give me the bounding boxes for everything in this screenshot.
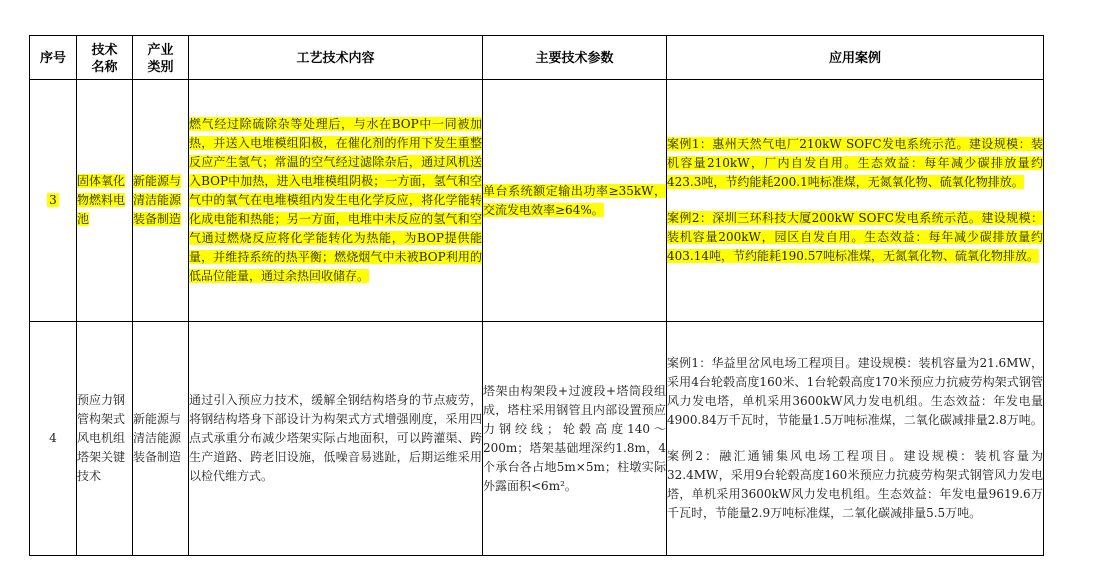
process-content: 通过引入预应力技术，缓解全钢结构塔身的节点疲劳，将钢结构塔身下部设计为构架式方式增强刚度，采用四点式承重分布减少塔架实际占地面积，可以跨灌渠、跨生产道路、跨老旧设施，低噪音易逃趾，后期运维采用以检代维方式。 bbox=[189, 393, 482, 483]
row-number-cell bbox=[30, 322, 77, 556]
header-main-params: 主要技术参数 bbox=[483, 36, 667, 80]
table-row bbox=[30, 80, 1044, 322]
cases-cell bbox=[667, 80, 1044, 322]
category-cell bbox=[133, 322, 189, 556]
case-text: 案例1：惠州天然气电厂210kW SOFC发电系统示范。建设规模：装机容量210kW，厂内自发自用。生态效益：每年减少碳排放量约423.3吨，节约能耗200.1吨标准煤，无氮氧化物、硫氧化物排放。 bbox=[667, 137, 1043, 189]
process-content: 燃气经过除硫除杂等处理后，与水在BOP中一同被加热，并送入电堆模组阳极，在催化剂的作用下发生重整反应产生氢气；常温的空气经过滤除杂后，通过风机送入BOP中加热，进入电堆模组阴极；一方面，氢气和空气中的氧气在电堆模组内发生电化学反应，将化学能转化成电能和热能；另一方面，电堆中未反应的氢气和空气通过燃烧反应将化学能转化为热能，为BOP提供能量，并维持系统的热平衡；燃烧烟气中未被BOP利用的低品位能量，通过余热回收储存。 bbox=[189, 117, 482, 283]
case-text: 案例2：深圳三环科技大厦200kW SOFC发电系统示范。建设规模：装机容量200kW，园区自发自用。生态效益：每年减少碳排放量约403.14吨，节约能耗190.57吨标准煤，无氮氧化物、硫氧化物排放。 bbox=[667, 211, 1043, 263]
process-content-cell bbox=[189, 322, 483, 556]
tech-name: 固体氧化物燃料电池 bbox=[77, 174, 126, 226]
case-text: 案例1：华益里岔风电场工程项目。建设规模：装机容量为21.6MW，采用4台轮毂高度160米、1台轮毂高度170米预应力抗疲劳构架式钢管风力发电塔，单机采用3600kW风力发电机组。生态效益：年发电量4900.84万千瓦时，节能量1.5万吨标准煤，二氧化碳减排量2.8万吨。 bbox=[667, 356, 1043, 427]
cases-cell bbox=[667, 322, 1044, 556]
document-page bbox=[29, 35, 1044, 556]
header-industry-category: 产业 类别 bbox=[133, 36, 189, 80]
case-text: 案例2：融汇通铺集风电场工程项目。建设规模：装机容量为32.4MW，采用9台轮毂高度160米预应力抗疲劳构架式钢管风力发电塔，单机采用3600kW风力发电机组。生态效益：年发电量9619.6万千瓦时，节能量2.9万吨标准煤，二氧化碳减排量5.5万吨。 bbox=[667, 449, 1043, 520]
technology-table bbox=[29, 35, 1044, 556]
tech-name: 预应力钢管构架式风电机组塔架关键技术 bbox=[77, 393, 126, 483]
params-cell bbox=[483, 80, 667, 322]
main-params: 塔架由构架段+过渡段+塔筒段组成，塔柱采用钢管且内部设置预应力钢绞线；轮毂高度140～200m；塔架基础埋深约1.8m，4个承台各占地5m×5m；柱墩实际外露面积<6m²。 bbox=[483, 383, 666, 493]
case-item bbox=[667, 135, 1043, 192]
header-no: 序号 bbox=[30, 36, 77, 80]
main-params: 单台系统额定输出功率≥35kW，交流发电效率≥64%。 bbox=[483, 183, 666, 217]
industry-category: 新能源与清洁能源装备制造 bbox=[133, 174, 182, 226]
row-number-cell bbox=[30, 80, 77, 322]
table-row bbox=[30, 322, 1044, 556]
params-cell bbox=[483, 322, 667, 556]
row-number: 3 bbox=[49, 193, 57, 207]
row-number: 4 bbox=[49, 431, 57, 445]
tech-name-cell bbox=[77, 322, 133, 556]
case-item bbox=[667, 447, 1043, 523]
header-process-content: 工艺技术内容 bbox=[189, 36, 483, 80]
header-tech-name: 技术 名称 bbox=[77, 36, 133, 80]
header-row bbox=[30, 36, 1044, 80]
header-application-cases: 应用案例 bbox=[667, 36, 1044, 80]
case-item bbox=[667, 209, 1043, 266]
category-cell bbox=[133, 80, 189, 322]
case-item bbox=[667, 354, 1043, 430]
industry-category: 新能源与清洁能源装备制造 bbox=[133, 412, 182, 464]
process-content-cell bbox=[189, 80, 483, 322]
tech-name-cell bbox=[77, 80, 133, 322]
